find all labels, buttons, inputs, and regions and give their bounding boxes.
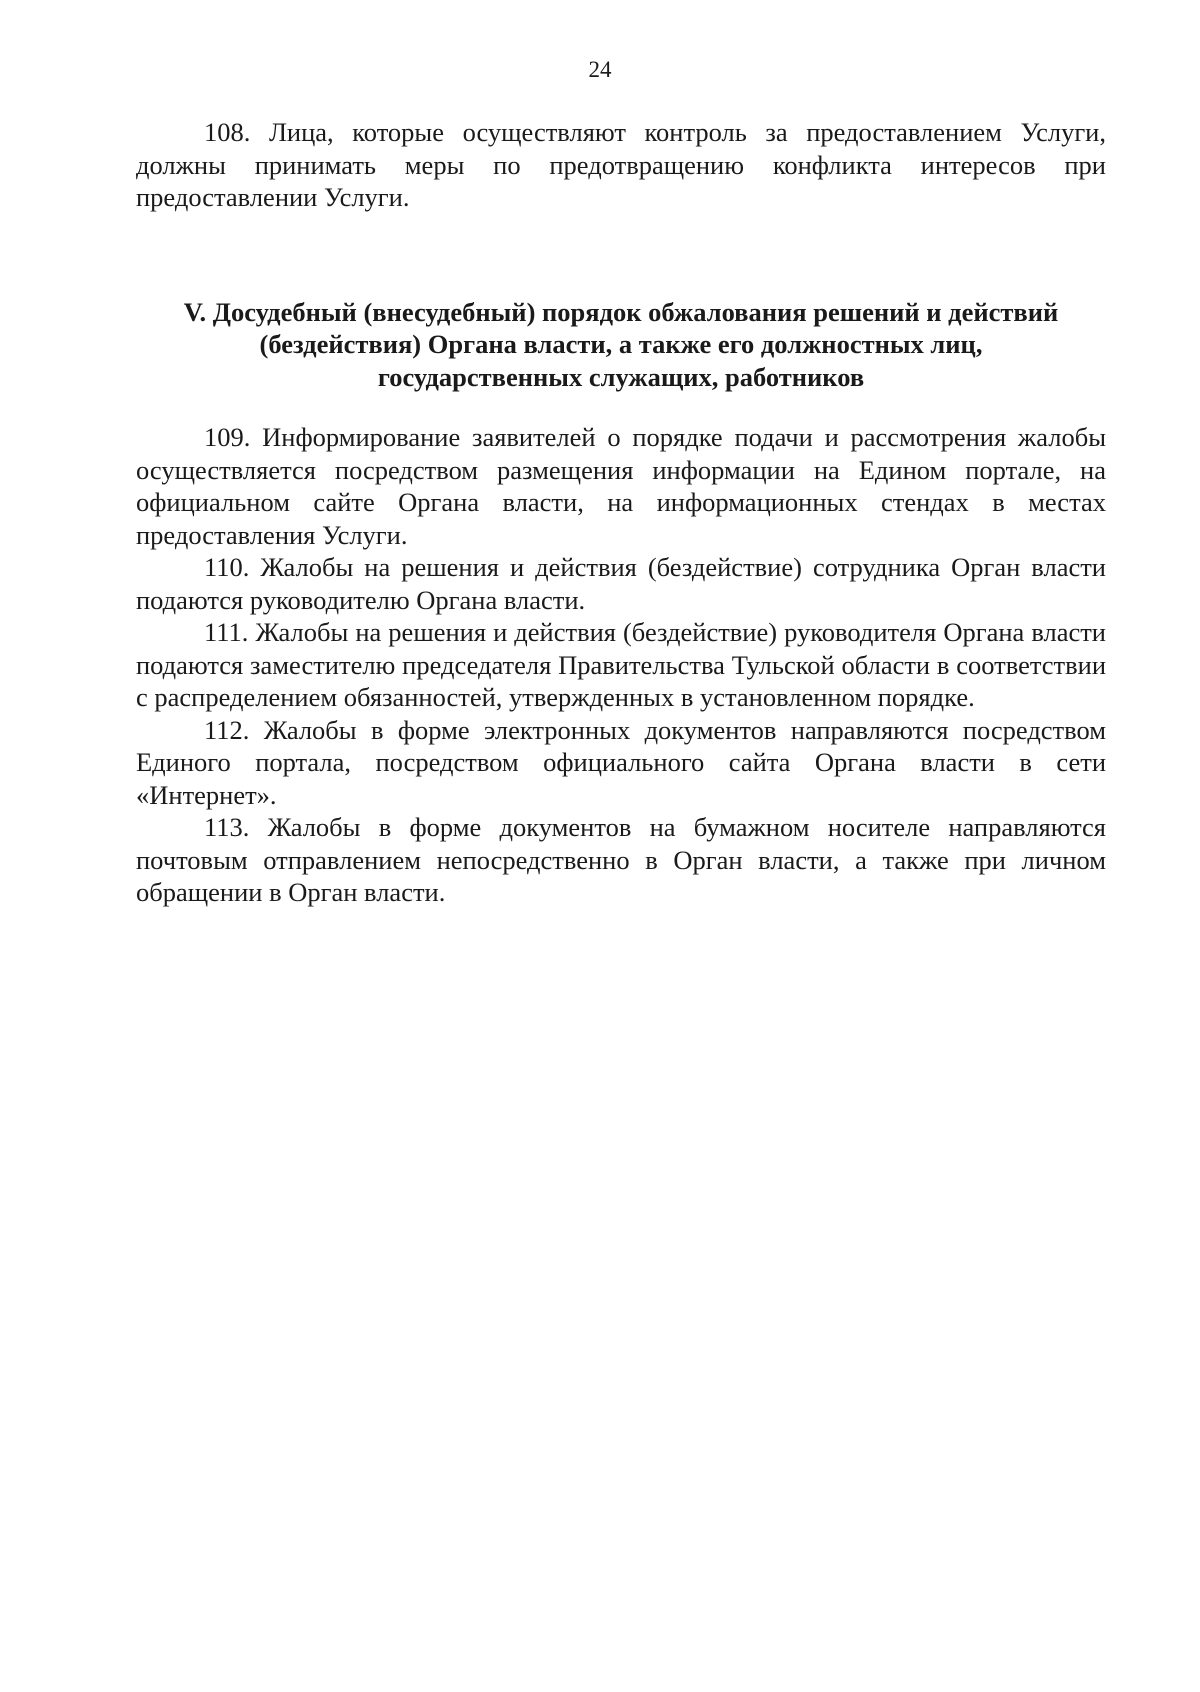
section-heading-line: (бездействия) Органа власти, а также его должностных лиц, [259, 329, 983, 359]
paragraph-110: 110. Жалобы на решения и действия (бездействие) сотрудника Орган власти подаются руководителю Органа власти. [136, 552, 1106, 615]
paragraph-112: 112. Жалобы в форме электронных документов направляются посредством Единого портала, посредством официального сайта Органа власти в сети «Интернет». [136, 714, 1106, 810]
paragraph-111: 111. Жалобы на решения и действия (бездействие) руководителя Органа власти подаются заместителю председателя Правительства Тульской области в соответствии с распределением обязанностей, утвержденных в установленном порядке. [136, 617, 1106, 712]
section-heading-line: V. Досудебный (внесудебный) порядок обжалования решений и действий [183, 296, 1059, 327]
page-number: 24 [588, 57, 612, 82]
paragraph-113: 113. Жалобы в форме документов на бумажном носителе направляются почтовым отправлением непосредственно в Орган власти, а также при личном обращении в Орган власти. [136, 812, 1106, 907]
paragraph-108: 108. Лица, которые осуществляют контроль за предоставлением Услуги, должны принимать меры по предотвращению конфликта интересов при предоставлении Услуги. [136, 117, 1106, 212]
section-heading-line: государственных служащих, работников [377, 361, 865, 392]
paragraph-109: 109. Информирование заявителей о порядке подачи и рассмотрения жалобы осуществляется посредством размещения информации на Едином портале, на официальном сайте Органа власти, на информационных стендах в местах предоставления Услуги. [136, 422, 1106, 550]
section-body [136, 421, 1106, 909]
section-heading [136, 296, 1106, 394]
page-content [136, 116, 1106, 909]
